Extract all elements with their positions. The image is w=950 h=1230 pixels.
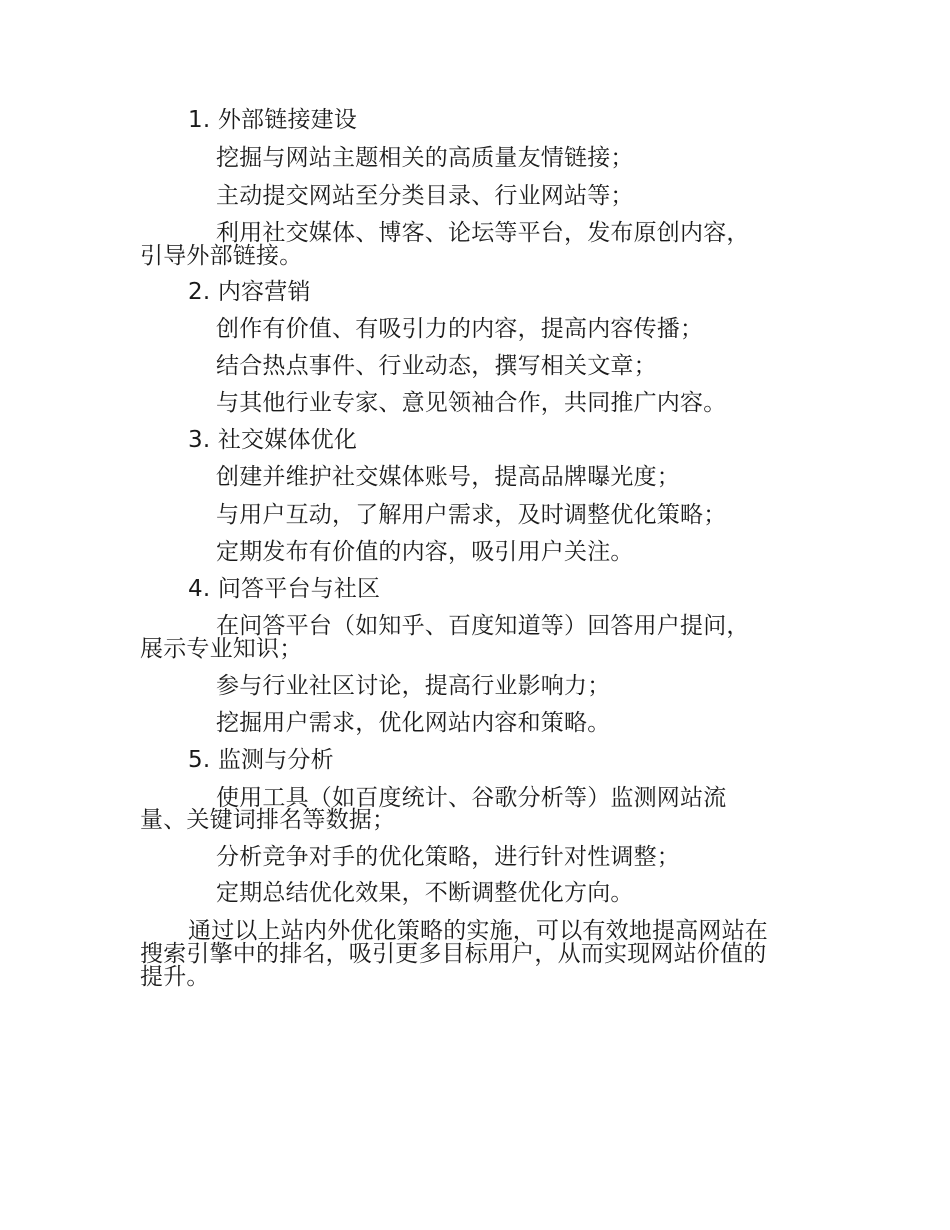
section-3-item-1: 创建并维护社交媒体账号，提高品牌曝光度；	[216, 464, 680, 490]
conclusion-line-1: 通过以上站内外优化策略的实施，可以有效地提高网站在	[188, 918, 768, 944]
section-1-item-2: 主动提交网站至分类目录、行业网站等；	[216, 183, 634, 209]
section-5-item-3: 定期总结优化效果，不断调整优化方向。	[216, 880, 634, 906]
section-4-heading: 4. 问答平台与社区	[188, 576, 381, 602]
section-3-item-3: 定期发布有价值的内容，吸引用户关注。	[216, 539, 634, 565]
section-4-item-3: 挖掘用户需求，优化网站内容和策略。	[216, 710, 611, 736]
section-4-item-2: 参与行业社区讨论，提高行业影响力；	[216, 673, 611, 699]
section-2-item-3: 与其他行业专家、意见领袖合作，共同推广内容。	[216, 390, 727, 416]
section-1-item-3-cont: 引导外部链接。	[140, 243, 303, 269]
section-1-item-1: 挖掘与网站主题相关的高质量友情链接；	[216, 145, 634, 171]
section-5-item-1-cont: 量、关键词排名等数据；	[140, 807, 396, 833]
conclusion-line-3: 提升。	[140, 964, 210, 990]
section-5-heading: 5. 监测与分析	[188, 747, 334, 773]
section-3-heading: 3. 社交媒体优化	[188, 427, 358, 453]
section-1-item-3: 利用社交媒体、博客、论坛等平台，发布原创内容，	[216, 220, 750, 246]
section-3-item-2: 与用户互动，了解用户需求，及时调整优化策略；	[216, 502, 727, 528]
section-1-heading: 1. 外部链接建设	[188, 107, 358, 133]
section-2-heading: 2. 内容营销	[188, 279, 311, 305]
section-4-item-1-cont: 展示专业知识；	[140, 636, 303, 662]
section-5-item-1: 使用工具（如百度统计、谷歌分析等）监测网站流	[216, 785, 727, 811]
section-4-item-1: 在问答平台（如知乎、百度知道等）回答用户提问，	[216, 613, 750, 639]
section-2-item-1: 创作有价值、有吸引力的内容，提高内容传播；	[216, 316, 704, 342]
conclusion-line-2: 搜索引擎中的排名，吸引更多目标用户，从而实现网站价值的	[140, 941, 767, 967]
section-5-item-2: 分析竞争对手的优化策略，进行针对性调整；	[216, 844, 680, 870]
section-2-item-2: 结合热点事件、行业动态，撰写相关文章；	[216, 353, 657, 379]
